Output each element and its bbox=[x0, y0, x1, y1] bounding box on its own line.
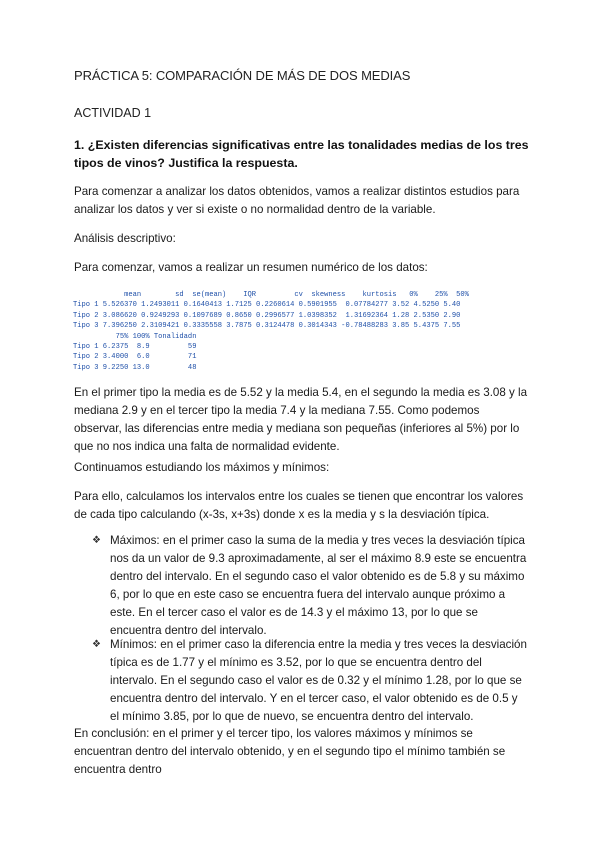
r-output-row: Tipo 1 6.2375 8.9 59 bbox=[73, 343, 197, 352]
page-title: PRÁCTICA 5: COMPARACIÓN DE MÁS DE DOS MEDIAS bbox=[74, 68, 411, 83]
means-paragraph: En el primer tipo la media es de 5.52 y la media 5.4, en el segundo la media es 3.08 y la mediana 2.9 y en el tercer tipo la media 7.4 y la mediana 7.55. Como podemos observar, las diferencias entre media y mediana son pequeñas (inferiores al 5%) por lo que no nos indica una falta de normalidad evidente. bbox=[74, 386, 528, 453]
r-output-header-2: 75% 100% Tonalidadn bbox=[73, 332, 197, 341]
descriptive-heading: Análisis descriptivo: bbox=[74, 232, 176, 245]
r-output-row: Tipo 1 5.526370 1.2493011 0.1640413 1.7125 0.2260614 0.5901955 0.07784277 3.52 4.5250 5.40 bbox=[73, 301, 461, 310]
intro-paragraph: Para comenzar a analizar los datos obtenidos, vamos a realizar distintos estudios para analizar los datos y ver si existe o no normalidad dentro de la variable. bbox=[74, 185, 520, 216]
maxmin-paragraph: Continuamos estudiando los máximos y mínimos: bbox=[74, 461, 330, 474]
conclusion-paragraph: En conclusión: en el primer y el tercer tipo, los valores máximos y mínimos se encuentran dentro del intervalo obtenido, y en el segundo tipo el mínimo también se encuentra dentro bbox=[74, 727, 506, 776]
diamond-bullet-icon: ❖ bbox=[92, 639, 101, 650]
diamond-bullet-icon: ❖ bbox=[92, 535, 101, 546]
question-heading: 1. ¿Existen diferencias significativas entre las tonalidades medias de los tres tipos de vinos? Justifica la respuesta. bbox=[74, 138, 529, 170]
intervals-paragraph: Para ello, calculamos los intervalos entre los cuales se tienen que encontrar los valores de cada tipo calculando (x-3s, x+3s) donde x es la media y s la desviación típica. bbox=[74, 490, 524, 521]
r-output-row: Tipo 2 3.4000 6.0 71 bbox=[73, 353, 197, 362]
r-output-row: Tipo 2 3.086620 0.9249293 0.1097689 0.8650 0.2996577 1.0398352 1.31692364 1.28 2.5350 2.90 bbox=[73, 311, 461, 320]
activity-heading: ACTIVIDAD 1 bbox=[74, 106, 152, 120]
r-output-row: Tipo 3 9.2250 13.0 48 bbox=[73, 363, 197, 372]
r-summary-output bbox=[73, 290, 533, 373]
bullet-minimos: Mínimos: en el primer caso la diferencia entre la media y tres veces la desviación típica es de 1.77 y el mínimo es 3.52, por lo que se encuentra dentro del intervalo. En el segundo caso el valor es de 0.32 y el mínimo 1.28, por lo que se encuentra dentro del intervalo. Y en el tercer caso, el valor obtenido es de 0.5 y el mínimo 3.85, por lo que de nuevo, se encuentra dentro del intervalo. bbox=[110, 638, 527, 723]
summary-intro-paragraph: Para comenzar, vamos a realizar un resumen numérico de los datos: bbox=[74, 261, 428, 274]
bullet-maximos: Máximos: en el primer caso la suma de la media y tres veces la desviación típica nos da un valor de 9.3 aproximadamente, al ser el máximo 8.9 este se encuentra dentro del intervalo. En el segundo caso el valor obtenido es de 5.8 y su máximo 6, por lo que en este caso se encuentra fuera del intervalo aunque próximo a este. En el tercer caso el valor es de 14.3 y el máximo 13, por lo que se encuentra dentro del intervalo. bbox=[110, 534, 527, 637]
r-output-row: Tipo 3 7.396250 2.3109421 0.3335558 3.7875 0.3124478 0.3014343 -0.78488283 3.85 5.4375 7.55 bbox=[73, 322, 461, 331]
r-output-header: mean sd se(mean) IQR cv skewness kurtosis 0% 25% 50% bbox=[73, 291, 469, 299]
